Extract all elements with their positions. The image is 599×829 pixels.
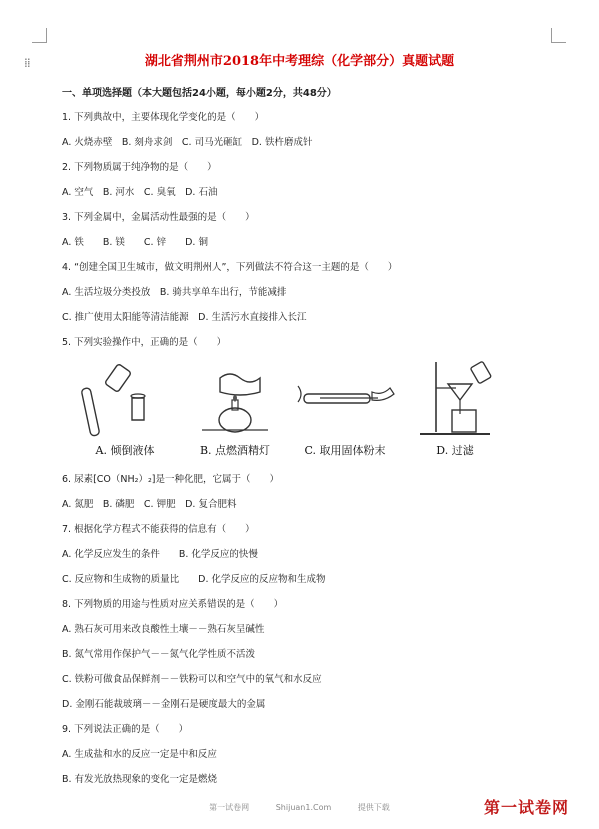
figure-caption: B. 点燃酒精灯 bbox=[199, 444, 271, 457]
question-line: D. 金刚石能裁玻璃－－金刚石是硬度最大的金属 bbox=[62, 699, 266, 710]
alcohol-lamp-figure bbox=[180, 358, 290, 442]
question-line: A. 铁 B. 镁 C. 锌 D. 铜 bbox=[62, 237, 208, 248]
figure-a bbox=[70, 358, 180, 458]
question-line: C. 反应物和生成物的质量比 D. 化学反应的反应物和生成物 bbox=[62, 574, 326, 585]
figure-caption: D. 过滤 bbox=[436, 444, 474, 457]
figure-b bbox=[180, 358, 290, 458]
figure-d bbox=[400, 358, 510, 458]
site-logo: 第一试卷网 bbox=[484, 798, 570, 817]
question-line: A. 氮肥 B. 磷肥 C. 钾肥 D. 复合肥料 bbox=[62, 499, 237, 510]
question-line: 6. 尿素[CO（NH₂）₂]是一种化肥，它属于（ ） bbox=[62, 474, 279, 485]
figure-caption: A. 倾倒液体 bbox=[95, 444, 155, 457]
question-line: A. 化学反应发生的条件 B. 化学反应的快慢 bbox=[62, 549, 258, 560]
footer-site-name: 第一试卷网 bbox=[209, 803, 250, 812]
question-line: A. 生活垃圾分类投放 B. 骑共享单车出行，节能减排 bbox=[62, 287, 287, 298]
question-line: 7. 根据化学方程式不能获得的信息有（ ） bbox=[62, 524, 255, 535]
crop-mark-top-left bbox=[32, 28, 47, 43]
question-line: 3. 下列金属中，金属活动性最强的是（ ） bbox=[62, 212, 255, 223]
question-line: A. 熟石灰可用来改良酸性土壤－－熟石灰呈碱性 bbox=[62, 624, 265, 635]
question-line: 5. 下列实验操作中，正确的是（ ） bbox=[62, 337, 227, 348]
section-heading: 一、单项选择题（本大题包括24小题，每小题2分，共48分） bbox=[62, 88, 337, 99]
page-title: 湖北省荆州市2018年中考理综（化学部分）真题试题 bbox=[144, 54, 455, 69]
question-line: 8. 下列物质的用途与性质对应关系错误的是（ ） bbox=[62, 599, 284, 610]
question-line: 4. “创建全国卫生城市，做文明荆州人”，下列做法不符合这一主题的是（ ） bbox=[62, 262, 398, 273]
figure-c bbox=[290, 358, 400, 458]
question-line: 9. 下列说法正确的是（ ） bbox=[62, 724, 189, 735]
question-line: A. 火烧赤壁 B. 刻舟求剑 C. 司马光砸缸 D. 铁杵磨成针 bbox=[62, 137, 313, 148]
crop-mark-top-right bbox=[551, 28, 566, 43]
question-line: B. 氮气常用作保护气－－氮气化学性质不活泼 bbox=[62, 649, 256, 660]
question-line: A. 生成盐和水的反应一定是中和反应 bbox=[62, 749, 217, 760]
question-line: A. 空气 B. 河水 C. 臭氧 D. 石油 bbox=[62, 187, 218, 198]
question-line: 1. 下列典故中，主要体现化学变化的是（ ） bbox=[62, 112, 265, 123]
footer-download-text: 提供下载 bbox=[357, 803, 390, 812]
question-line: B. 有发光放热现象的变化一定是燃烧 bbox=[62, 774, 218, 785]
experiment-figures bbox=[62, 358, 512, 458]
filtration-figure bbox=[400, 358, 510, 442]
drag-handle-icon[interactable]: ⁞⁞ bbox=[24, 56, 30, 70]
question-line: 2. 下列物质属于纯净物的是（ ） bbox=[62, 162, 217, 173]
footer-site-url[interactable]: Shijuan1.Com bbox=[275, 803, 332, 812]
figure-caption: C. 取用固体粉末 bbox=[304, 444, 386, 457]
question-line: C. 铁粉可做食品保鲜剂－－铁粉可以和空气中的氧气和水反应 bbox=[62, 674, 322, 685]
question-line: C. 推广使用太阳能等清洁能源 D. 生活污水直接排入长江 bbox=[62, 312, 307, 323]
pouring-liquid-figure bbox=[70, 358, 180, 442]
powder-tube-figure bbox=[290, 358, 400, 442]
